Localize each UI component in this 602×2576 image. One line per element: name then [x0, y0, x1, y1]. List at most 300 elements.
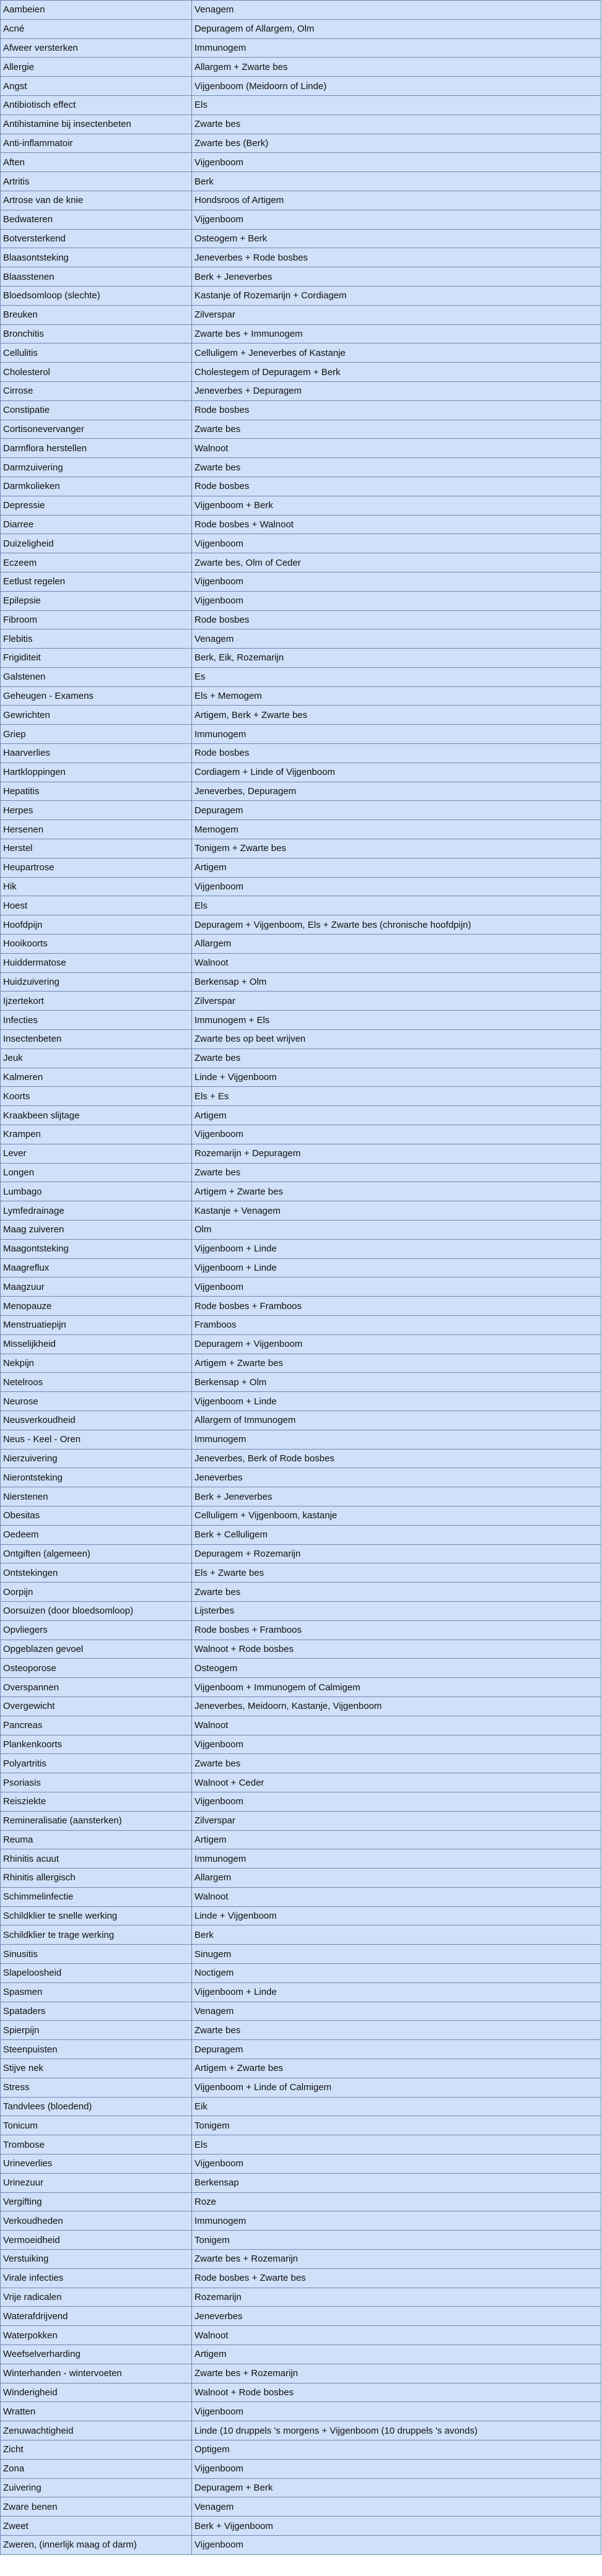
- table-row: [1, 1487, 601, 1506]
- table-row: [1, 1964, 601, 1983]
- table-row: [1, 2173, 601, 2192]
- remedy-cell: Sinugem: [192, 1945, 601, 1964]
- table-row: [1, 1201, 601, 1221]
- table-row: [1, 38, 601, 58]
- condition-cell: Menopauze: [1, 1297, 192, 1316]
- condition-cell: Herstel: [1, 839, 192, 858]
- remedy-cell: Vijgenboom: [192, 153, 601, 172]
- remedy-cell: Zwarte bes: [192, 458, 601, 477]
- table-row: [1, 801, 601, 820]
- remedy-cell: Zwarte bes op beet wrijven: [192, 1030, 601, 1049]
- table-row: [1, 896, 601, 915]
- condition-cell: Nierstenen: [1, 1487, 192, 1506]
- table-row: [1, 1030, 601, 1049]
- remedy-cell: Vijgenboom + Linde: [192, 1392, 601, 1411]
- condition-cell: Botversterkend: [1, 229, 192, 248]
- table-row: [1, 1315, 601, 1334]
- table-row: [1, 2535, 601, 2554]
- remedy-cell: Vijgenboom + Linde: [192, 1239, 601, 1258]
- table-row: [1, 935, 601, 954]
- remedy-cell: Els + Es: [192, 1087, 601, 1106]
- condition-cell: Huidzuivering: [1, 972, 192, 992]
- condition-cell: Oorpijn: [1, 1583, 192, 1602]
- condition-cell: Vergifting: [1, 2192, 192, 2211]
- condition-cell: Herpes: [1, 801, 192, 820]
- remedy-cell: Optigem: [192, 2440, 601, 2460]
- condition-cell: Hepatitis: [1, 782, 192, 801]
- table-row: [1, 1659, 601, 1678]
- remedy-cell: Walnoot: [192, 1716, 601, 1735]
- remedy-cell: Vijgenboom: [192, 1735, 601, 1754]
- table-row: [1, 763, 601, 782]
- remedy-cell: Berkensap + Olm: [192, 972, 601, 992]
- table-row: [1, 1411, 601, 1430]
- table-row: [1, 2517, 601, 2536]
- remedy-cell: Zwarte bes + Rozemarijn: [192, 2364, 601, 2383]
- table-row: [1, 381, 601, 400]
- remedy-cell: Rode bosbes: [192, 744, 601, 763]
- condition-cell: Geheugen - Examens: [1, 686, 192, 706]
- condition-cell: Stress: [1, 2078, 192, 2097]
- remedy-cell: Venagem: [192, 2497, 601, 2517]
- table-row: [1, 363, 601, 382]
- remedy-cell: Walnoot + Ceder: [192, 1773, 601, 1792]
- condition-cell: Maagzuur: [1, 1277, 192, 1297]
- remedy-cell: Zwarte bes + Immunogem: [192, 324, 601, 344]
- table-row: [1, 1449, 601, 1468]
- condition-cell: Verkoudheden: [1, 2211, 192, 2231]
- table-row: [1, 553, 601, 573]
- condition-cell: Griep: [1, 725, 192, 744]
- condition-cell: Nierzuivering: [1, 1449, 192, 1468]
- table-row: [1, 1087, 601, 1106]
- condition-cell: Galstenen: [1, 667, 192, 686]
- table-row: [1, 210, 601, 229]
- condition-cell: Remineralisatie (aansterken): [1, 1811, 192, 1830]
- condition-cell: Verstuiking: [1, 2250, 192, 2269]
- remedy-cell: Jeneverbes, Berk of Rode bosbes: [192, 1449, 601, 1468]
- table-row: [1, 1468, 601, 1487]
- table-row: [1, 1106, 601, 1125]
- condition-cell: Hersenen: [1, 820, 192, 839]
- table-row: [1, 1792, 601, 1811]
- condition-cell: Lever: [1, 1144, 192, 1163]
- remedy-cell: Celluligem + Jeneverbes of Kastanje: [192, 344, 601, 363]
- table-row: [1, 1544, 601, 1563]
- remedy-cell: Rode bosbes: [192, 400, 601, 420]
- remedy-cell: Rozemarijn + Depuragem: [192, 1144, 601, 1163]
- table-row: [1, 839, 601, 858]
- remedy-cell: Jeneverbes + Rode bosbes: [192, 248, 601, 267]
- table-row: [1, 1525, 601, 1544]
- remedy-cell: Zwarte bes + Rozemarijn: [192, 2250, 601, 2269]
- condition-cell: Schildklier te trage werking: [1, 1926, 192, 1945]
- table-row: [1, 706, 601, 725]
- remedy-cell: Linde + Vijgenboom: [192, 1068, 601, 1087]
- table-row: [1, 2307, 601, 2326]
- condition-cell: Haarverlies: [1, 744, 192, 763]
- table-row: [1, 2440, 601, 2460]
- remedy-cell: Zwarte bes: [192, 115, 601, 134]
- condition-cell: Opvliegers: [1, 1620, 192, 1640]
- condition-cell: Eetlust regelen: [1, 572, 192, 591]
- condition-cell: Darmkolieken: [1, 477, 192, 496]
- table-row: [1, 2211, 601, 2231]
- condition-cell: Slapeloosheid: [1, 1964, 192, 1983]
- condition-cell: Huiddermatose: [1, 953, 192, 972]
- table-row: [1, 1297, 601, 1316]
- remedy-cell: Berk + Jeneverbes: [192, 267, 601, 287]
- remedy-cell: Vijgenboom + Berk: [192, 496, 601, 515]
- remedy-cell: Venagem: [192, 2002, 601, 2021]
- condition-cell: Overgewicht: [1, 1696, 192, 1716]
- table-row: [1, 534, 601, 553]
- table-row: [1, 2116, 601, 2135]
- table-row: [1, 2364, 601, 2383]
- remedy-cell: Berk + Vijgenboom: [192, 2517, 601, 2536]
- condition-cell: Insectenbeten: [1, 1030, 192, 1049]
- table-row: [1, 1620, 601, 1640]
- remedy-cell: Allargem + Zwarte bes: [192, 58, 601, 77]
- condition-cell: Zona: [1, 2459, 192, 2478]
- condition-cell: Schimmelinfectie: [1, 1887, 192, 1906]
- condition-cell: Acné: [1, 19, 192, 38]
- remedy-cell: Walnoot + Rode bosbes: [192, 2383, 601, 2402]
- remedy-cell: Walnoot: [192, 1887, 601, 1906]
- condition-cell: Netelroos: [1, 1373, 192, 1392]
- remedy-cell: Artigem + Zwarte bes: [192, 2059, 601, 2078]
- table-row: [1, 2097, 601, 2116]
- table-row: [1, 1716, 601, 1735]
- condition-cell: Flebitis: [1, 629, 192, 649]
- remedy-cell: Vijgenboom: [192, 1277, 601, 1297]
- remedy-cell: Walnoot: [192, 2326, 601, 2345]
- condition-cell: Schildklier te snelle werking: [1, 1906, 192, 1926]
- table-row: [1, 2268, 601, 2288]
- table-row: [1, 1258, 601, 1277]
- table-row: [1, 1926, 601, 1945]
- remedy-cell: Walnoot: [192, 439, 601, 458]
- condition-cell: Depressie: [1, 496, 192, 515]
- remedies-table-body: [1, 1, 601, 2555]
- condition-cell: Duizeligheid: [1, 534, 192, 553]
- table-row: [1, 915, 601, 935]
- table-row: [1, 725, 601, 744]
- condition-cell: Polyartritis: [1, 1754, 192, 1773]
- condition-cell: Plankenkoorts: [1, 1735, 192, 1754]
- table-row: [1, 2497, 601, 2517]
- remedy-cell: Els: [192, 896, 601, 915]
- condition-cell: Zweet: [1, 2517, 192, 2536]
- remedy-cell: Eik: [192, 2097, 601, 2116]
- table-row: [1, 2192, 601, 2211]
- table-row: [1, 115, 601, 134]
- table-row: [1, 686, 601, 706]
- remedy-cell: Berk: [192, 172, 601, 191]
- table-row: [1, 58, 601, 77]
- table-row: [1, 1811, 601, 1830]
- condition-cell: Stijve nek: [1, 2059, 192, 2078]
- remedy-cell: Hondsroos of Artigem: [192, 191, 601, 210]
- table-row: [1, 1144, 601, 1163]
- remedy-cell: Es: [192, 667, 601, 686]
- remedy-cell: Vijgenboom: [192, 534, 601, 553]
- condition-cell: Constipatie: [1, 400, 192, 420]
- remedy-cell: Zwarte bes: [192, 1583, 601, 1602]
- table-row: [1, 1239, 601, 1258]
- condition-cell: Darmflora herstellen: [1, 439, 192, 458]
- remedy-cell: Depuragem: [192, 2040, 601, 2059]
- remedy-cell: Jeneverbes + Depuragem: [192, 381, 601, 400]
- table-row: [1, 1563, 601, 1583]
- table-row: [1, 1354, 601, 1373]
- condition-cell: Afweer versterken: [1, 38, 192, 58]
- table-row: [1, 400, 601, 420]
- table-row: [1, 344, 601, 363]
- remedy-cell: Walnoot + Rode bosbes: [192, 1640, 601, 1659]
- condition-cell: Vermoeidheid: [1, 2231, 192, 2250]
- condition-cell: Spataders: [1, 2002, 192, 2021]
- condition-cell: Nierontsteking: [1, 1468, 192, 1487]
- table-row: [1, 610, 601, 629]
- table-row: [1, 1182, 601, 1201]
- condition-cell: Wratten: [1, 2402, 192, 2421]
- table-row: [1, 477, 601, 496]
- table-row: [1, 1735, 601, 1754]
- remedy-cell: Depuragem + Berk: [192, 2478, 601, 2497]
- table-row: [1, 1163, 601, 1182]
- condition-cell: Lymfedrainage: [1, 1201, 192, 1221]
- condition-cell: Bronchitis: [1, 324, 192, 344]
- table-row: [1, 153, 601, 172]
- remedy-cell: Els + Zwarte bes: [192, 1563, 601, 1583]
- condition-cell: Osteoporose: [1, 1659, 192, 1678]
- remedy-cell: Celluligem + Vijgenboom, kastanje: [192, 1506, 601, 1525]
- remedy-cell: Allargem: [192, 1869, 601, 1888]
- table-row: [1, 629, 601, 649]
- condition-cell: Eczeem: [1, 553, 192, 573]
- table-row: [1, 458, 601, 477]
- table-row: [1, 782, 601, 801]
- table-row: [1, 1773, 601, 1792]
- remedy-cell: Vijgenboom: [192, 877, 601, 896]
- table-row: [1, 2040, 601, 2059]
- condition-cell: Waterpokken: [1, 2326, 192, 2345]
- condition-cell: Oedeem: [1, 1525, 192, 1544]
- table-row: [1, 1869, 601, 1888]
- condition-cell: Hoest: [1, 896, 192, 915]
- remedy-cell: Zilverspar: [192, 1811, 601, 1830]
- table-row: [1, 2459, 601, 2478]
- condition-cell: Spasmen: [1, 1982, 192, 2002]
- condition-cell: Bloedsomloop (slechte): [1, 286, 192, 305]
- remedy-cell: Artigem + Zwarte bes: [192, 1182, 601, 1201]
- table-row: [1, 267, 601, 287]
- condition-cell: Psoriasis: [1, 1773, 192, 1792]
- remedy-cell: Kastanje of Rozemarijn + Cordiagem: [192, 286, 601, 305]
- remedy-cell: Cordiagem + Linde of Vijgenboom: [192, 763, 601, 782]
- remedy-cell: Vijgenboom: [192, 210, 601, 229]
- table-row: [1, 2250, 601, 2269]
- remedy-cell: Vijgenboom + Linde: [192, 1258, 601, 1277]
- table-row: [1, 2135, 601, 2155]
- table-row: [1, 953, 601, 972]
- remedy-cell: Immunogem: [192, 2211, 601, 2231]
- table-row: [1, 515, 601, 534]
- condition-cell: Neurose: [1, 1392, 192, 1411]
- remedy-cell: Immunogem: [192, 1430, 601, 1449]
- remedy-cell: Zilverspar: [192, 305, 601, 324]
- remedy-cell: Depuragem + Vijgenboom, Els + Zwarte bes (chronische hoofdpijn): [192, 915, 601, 935]
- remedy-cell: Linde (10 druppels 's morgens + Vijgenboom (10 druppels 's avonds): [192, 2421, 601, 2440]
- table-row: [1, 2326, 601, 2345]
- table-row: [1, 1945, 601, 1964]
- condition-cell: Tandvlees (bloedend): [1, 2097, 192, 2116]
- condition-cell: Infecties: [1, 1011, 192, 1030]
- remedy-cell: Zwarte bes: [192, 1163, 601, 1182]
- remedy-cell: Vijgenboom: [192, 572, 601, 591]
- condition-cell: Rhinitis acuut: [1, 1849, 192, 1869]
- condition-cell: Zware benen: [1, 2497, 192, 2517]
- table-row: [1, 1221, 601, 1240]
- remedy-cell: Jeneverbes, Meidoorn, Kastanje, Vijgenboom: [192, 1696, 601, 1716]
- condition-cell: Zicht: [1, 2440, 192, 2460]
- table-row: [1, 439, 601, 458]
- remedy-cell: Berk + Celluligem: [192, 1525, 601, 1544]
- remedy-cell: Vijgenboom: [192, 2402, 601, 2421]
- condition-cell: Urineverlies: [1, 2155, 192, 2174]
- condition-cell: Kraakbeen slijtage: [1, 1106, 192, 1125]
- condition-cell: Allergie: [1, 58, 192, 77]
- remedy-cell: Artigem: [192, 2345, 601, 2364]
- table-row: [1, 1887, 601, 1906]
- condition-cell: Ontgiften (algemeen): [1, 1544, 192, 1563]
- condition-cell: Heupartrose: [1, 858, 192, 877]
- table-row: [1, 191, 601, 210]
- condition-cell: Epilepsie: [1, 591, 192, 610]
- table-row: [1, 820, 601, 839]
- table-row: [1, 95, 601, 115]
- remedy-cell: Rode bosbes + Framboos: [192, 1297, 601, 1316]
- remedy-cell: Zwarte bes: [192, 2021, 601, 2040]
- remedy-cell: Lijsterbes: [192, 1601, 601, 1620]
- table-row: [1, 305, 601, 324]
- table-row: [1, 77, 601, 96]
- table-row: [1, 172, 601, 191]
- remedy-cell: Rode bosbes + Zwarte bes: [192, 2268, 601, 2288]
- remedy-cell: Tonigem: [192, 2231, 601, 2250]
- remedy-cell: Els + Memogem: [192, 686, 601, 706]
- condition-cell: Maagreflux: [1, 1258, 192, 1277]
- remedy-cell: Artigem: [192, 1830, 601, 1849]
- condition-cell: Hooikoorts: [1, 935, 192, 954]
- remedy-cell: Zwarte bes: [192, 1754, 601, 1773]
- remedy-cell: Tonigem: [192, 2116, 601, 2135]
- remedy-cell: Berkensap + Olm: [192, 1373, 601, 1392]
- table-row: [1, 1506, 601, 1525]
- remedy-cell: Artigem: [192, 858, 601, 877]
- remedy-cell: Allargem: [192, 935, 601, 954]
- condition-cell: Sinusitis: [1, 1945, 192, 1964]
- condition-cell: Krampen: [1, 1125, 192, 1144]
- condition-cell: Trombose: [1, 2135, 192, 2155]
- condition-cell: Darmzuivering: [1, 458, 192, 477]
- remedy-cell: Rode bosbes: [192, 610, 601, 629]
- remedy-cell: Depuragem + Rozemarijn: [192, 1544, 601, 1563]
- condition-cell: Urinezuur: [1, 2173, 192, 2192]
- condition-cell: Maagontsteking: [1, 1239, 192, 1258]
- remedy-cell: Berk, Eik, Rozemarijn: [192, 649, 601, 668]
- condition-cell: Blaasstenen: [1, 267, 192, 287]
- remedy-cell: Rozemarijn: [192, 2288, 601, 2307]
- condition-cell: Artrose van de knie: [1, 191, 192, 210]
- condition-cell: Reuma: [1, 1830, 192, 1849]
- remedy-cell: Berk: [192, 1926, 601, 1945]
- condition-cell: Zweren, (innerlijk maag of darm): [1, 2535, 192, 2554]
- remedy-cell: Vijgenboom + Immunogem of Calmigem: [192, 1678, 601, 1697]
- condition-cell: Obesitas: [1, 1506, 192, 1525]
- remedy-cell: Rode bosbes + Framboos: [192, 1620, 601, 1640]
- condition-cell: Cholesterol: [1, 363, 192, 382]
- remedy-cell: Rode bosbes + Walnoot: [192, 515, 601, 534]
- condition-cell: Bedwateren: [1, 210, 192, 229]
- remedy-cell: Vijgenboom: [192, 1125, 601, 1144]
- table-row: [1, 1982, 601, 2002]
- table-row: [1, 19, 601, 38]
- table-row: [1, 591, 601, 610]
- condition-cell: Pancreas: [1, 1716, 192, 1735]
- condition-cell: Weefselverharding: [1, 2345, 192, 2364]
- remedy-cell: Depuragem + Vijgenboom: [192, 1334, 601, 1354]
- remedy-cell: Roze: [192, 2192, 601, 2211]
- remedy-cell: Vijgenboom: [192, 591, 601, 610]
- condition-cell: Gewrichten: [1, 706, 192, 725]
- remedy-cell: Cholestegem of Depuragem + Berk: [192, 363, 601, 382]
- table-row: [1, 572, 601, 591]
- table-row: [1, 1906, 601, 1926]
- condition-cell: Opgeblazen gevoel: [1, 1640, 192, 1659]
- condition-cell: Hoofdpijn: [1, 915, 192, 935]
- condition-cell: Nekpijn: [1, 1354, 192, 1373]
- table-row: [1, 1601, 601, 1620]
- table-row: [1, 1277, 601, 1297]
- remedy-cell: Jeneverbes, Depuragem: [192, 782, 601, 801]
- condition-cell: Rhinitis allergisch: [1, 1869, 192, 1888]
- table-row: [1, 992, 601, 1011]
- remedy-cell: Vijgenboom + Linde: [192, 1982, 601, 2002]
- table-row: [1, 858, 601, 877]
- table-row: [1, 248, 601, 267]
- remedy-cell: Osteogem + Berk: [192, 229, 601, 248]
- condition-cell: Kalmeren: [1, 1068, 192, 1087]
- table-row: [1, 1011, 601, 1030]
- remedy-cell: Noctigem: [192, 1964, 601, 1983]
- table-row: [1, 667, 601, 686]
- table-row: [1, 1125, 601, 1144]
- remedy-cell: Osteogem: [192, 1659, 601, 1678]
- condition-cell: Anti-inflammatoir: [1, 134, 192, 153]
- table-row: [1, 134, 601, 153]
- condition-cell: Misselijkheid: [1, 1334, 192, 1354]
- condition-cell: Angst: [1, 77, 192, 96]
- condition-cell: Aambeien: [1, 1, 192, 20]
- remedy-cell: Zwarte bes: [192, 420, 601, 439]
- table-row: [1, 1830, 601, 1849]
- condition-cell: Zuivering: [1, 2478, 192, 2497]
- condition-cell: Zenuwachtigheid: [1, 2421, 192, 2440]
- condition-cell: Antibiotisch effect: [1, 95, 192, 115]
- remedy-cell: Depuragem of Allargem, Olm: [192, 19, 601, 38]
